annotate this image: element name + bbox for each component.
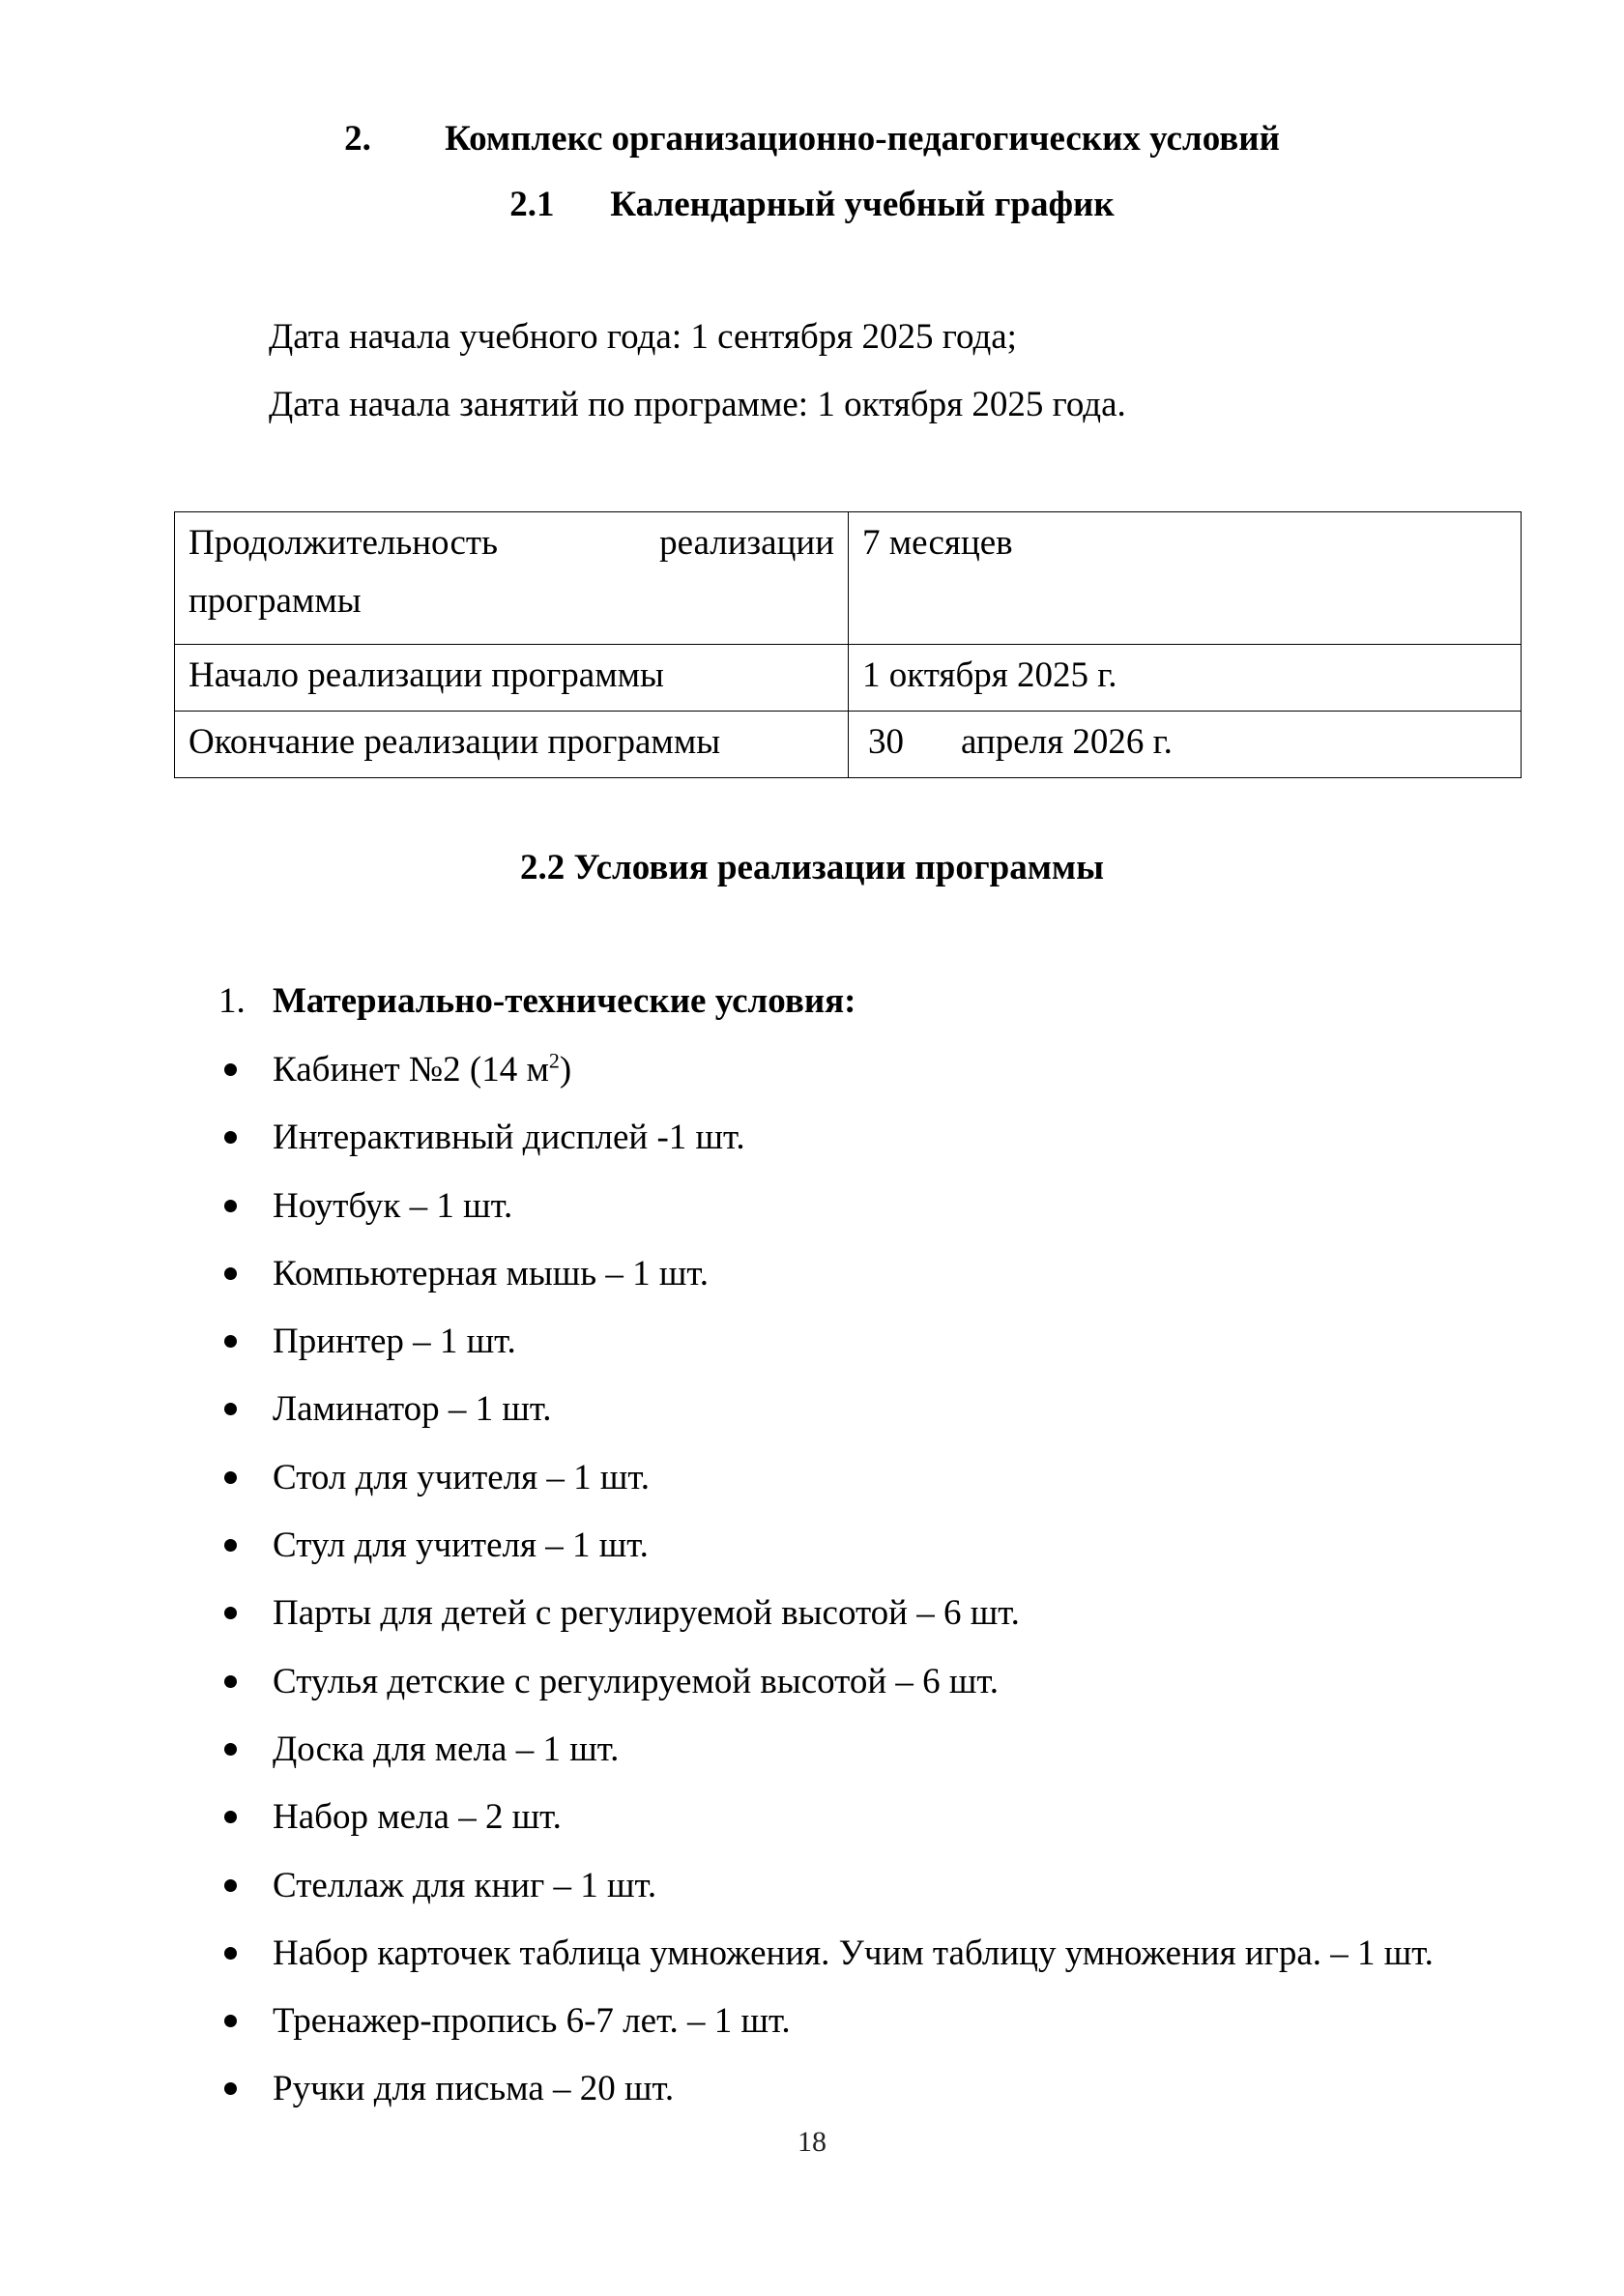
page-number: 18 [798,2126,826,2158]
table-cell-value [849,712,1522,778]
bullet-icon [224,1675,237,1688]
table-row [175,645,1522,712]
bullet-icon [224,1200,237,1212]
list-item: Парты для детей с регулируемой высотой – 6 шт. [218,1588,1434,1656]
bullet-icon [224,2082,237,2095]
list-item: Интерактивный дисплей -1 шт. [218,1113,1434,1180]
list-item: Набор мела – 2 шт. [218,1792,1434,1860]
duration-value: 7 месяцев [862,523,1013,563]
subsection-number: 2.1 [509,185,555,224]
list-item: Тренажер-пропись 6-7 лет. – 1 шт. [218,1996,1434,2064]
table-cell-label [175,512,849,645]
list-item: Доска для мела – 1 шт. [218,1725,1434,1792]
bullet-icon [224,1403,237,1415]
list-item: Набор карточек таблица умножения. Учим таблицу умножения игра. – 1 шт. [218,1929,1434,1996]
bullet-icon [224,1131,237,1144]
list-item: Стеллаж для книг – 1 шт. [218,1861,1434,1929]
list-item: Кабинет №2 (14 $м^2$) [218,1045,1434,1113]
table-row [175,512,1522,645]
bullet-icon [224,1267,237,1280]
subsection-heading-calendar [0,180,1624,230]
bullet-icon [224,1063,237,1076]
equipment-list [218,1045,1434,2133]
label-word: Продолжительность [188,523,498,563]
list-item: Ноутбук – 1 шт. [218,1181,1434,1249]
list-item: Стол для учителя – 1 шт. [218,1453,1434,1521]
table-cell-label: Окончание реализации программы [175,712,849,778]
list-item: Принтер – 1 шт. [218,1317,1434,1384]
bullet-icon [224,1607,237,1619]
conditions-list-title [218,976,856,1027]
bullet-icon [224,1811,237,1823]
bullet-icon [224,1879,237,1892]
subsection-title: Календарный учебный график [610,185,1115,224]
table-cell-value [849,512,1522,645]
list-item: Ламинатор – 1 шт. [218,1384,1434,1452]
section-heading [0,114,1624,164]
bullet-icon [224,1471,237,1484]
end-day: 30 [868,722,904,762]
bullet-icon [224,1743,237,1756]
bullet-icon [224,2015,237,2027]
section-title: Комплекс организационно-педагогических условий [445,119,1280,159]
end-month-year: апреля 2026 г. [961,722,1173,762]
list-item: Компьютерная мышь – 1 шт. [218,1249,1434,1317]
list-item: Ручки для письма – 20 шт. [218,2064,1434,2132]
table-cell-value: 1 октября 2025 г. [849,645,1522,712]
table-cell-label: Начало реализации программы [175,645,849,712]
classes-start-paragraph: Дата начала занятий по программе: 1 октября 2025 года. [269,385,1126,424]
schedule-table [174,511,1522,778]
list-item: Стул для учителя – 1 шт. [218,1521,1434,1588]
bullet-icon [224,1947,237,1960]
list-number: 1. [218,981,246,1021]
list-item: Стулья детские с регулируемой высотой – 6 шт. [218,1657,1434,1725]
list-title-text: Материально-технические условия: [273,981,856,1021]
label-word: программы [188,581,362,621]
table-row [175,712,1522,778]
section-number: 2. [344,119,371,159]
subsection-heading-conditions: 2.2 Условия реализации программы [519,848,1105,887]
bullet-icon [224,1539,237,1552]
bullet-icon [224,1335,237,1348]
label-word: реализации [659,523,834,563]
school-year-start-paragraph: Дата начала учебного года: 1 сентября 2025 года; [269,317,1017,357]
